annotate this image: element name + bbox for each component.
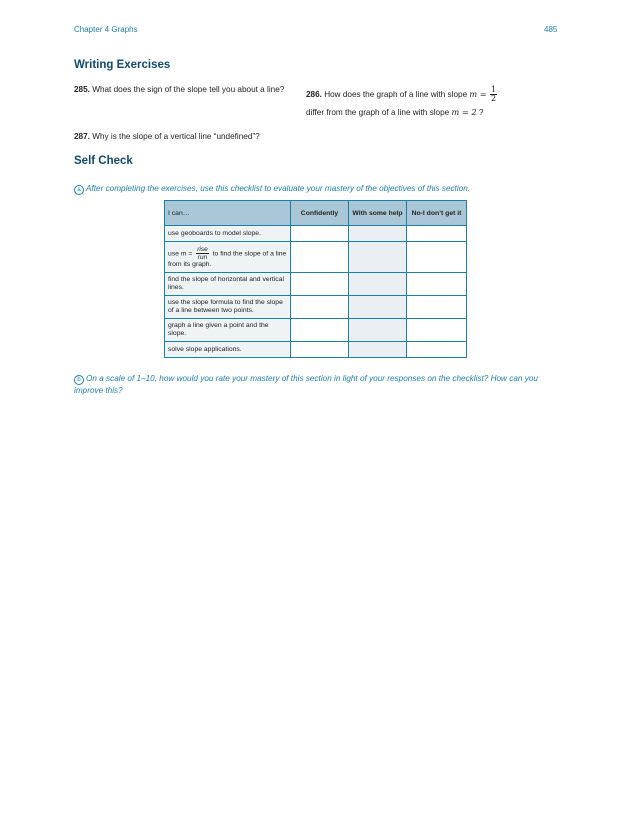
exercise-286-text-a: How does the graph of a line with slope	[324, 90, 468, 99]
exercise-285-text: What does the sign of the slope tell you about a line?	[92, 85, 285, 94]
fraction-numerator: 1	[490, 85, 497, 95]
row-label: find the slope of horizontal and vertical lines.	[165, 273, 291, 296]
table-row	[165, 319, 467, 342]
dont-get-it-cell[interactable]	[407, 342, 467, 358]
rise-over-run-fraction	[196, 246, 208, 261]
self-check-heading: Self Check	[74, 155, 133, 167]
dont-get-it-cell[interactable]	[407, 319, 467, 342]
dont-get-it-cell[interactable]	[407, 273, 467, 296]
confidently-cell[interactable]	[291, 296, 349, 319]
fraction-rise: rise	[197, 245, 208, 253]
slope-m-equals-two: m = 2	[451, 107, 477, 117]
row-label-post: to find the slope of a line from its graph.	[168, 249, 287, 268]
dont-get-it-cell[interactable]	[407, 296, 467, 319]
exercise-286-number: 286.	[306, 90, 322, 99]
table-header-row	[165, 201, 467, 226]
exercise-286-text-c: ?	[478, 108, 484, 117]
with-some-help-cell[interactable]	[349, 319, 407, 342]
exercise-287-number: 287.	[74, 132, 90, 141]
table-row	[165, 273, 467, 296]
exercise-287-text: Why is the slope of a vertical line “undefined”?	[92, 132, 260, 141]
self-check-note-b	[74, 373, 558, 396]
fraction-denominator: 2	[490, 94, 497, 104]
self-check-table	[164, 200, 467, 358]
table-row	[165, 226, 467, 242]
with-some-help-cell[interactable]	[349, 242, 407, 273]
writing-exercises-heading: Writing Exercises	[74, 59, 171, 71]
self-check-note-a	[74, 183, 554, 195]
row-label-pre: use m =	[168, 249, 193, 257]
row-label: use geoboards to model slope.	[165, 226, 291, 242]
header-confidently: Confidently	[291, 201, 349, 226]
exercise-286-text-b: differ from the graph of a line with slope	[306, 108, 450, 117]
with-some-help-cell[interactable]	[349, 296, 407, 319]
confidently-cell[interactable]	[291, 342, 349, 358]
fraction-run: run	[197, 253, 208, 261]
with-some-help-cell[interactable]	[349, 226, 407, 242]
header-i-can: I can…	[165, 201, 291, 226]
confidently-cell[interactable]	[291, 319, 349, 342]
with-some-help-cell[interactable]	[349, 342, 407, 358]
with-some-help-cell[interactable]	[349, 273, 407, 296]
slope-one-half-fraction	[490, 86, 497, 103]
marker-b: b	[74, 375, 84, 385]
header-with-some-help: With some help	[349, 201, 407, 226]
table-row	[165, 242, 467, 273]
row-label: graph a line given a point and the slope.	[165, 319, 291, 342]
row-label: solve slope applications.	[165, 342, 291, 358]
confidently-cell[interactable]	[291, 273, 349, 296]
note-b-text: On a scale of 1–10, how would you rate your mastery of this section in light of your responses on the checklist? How can you improve this?	[74, 374, 538, 395]
dont-get-it-cell[interactable]	[407, 242, 467, 273]
confidently-cell[interactable]	[291, 242, 349, 273]
exercise-286	[306, 84, 556, 118]
table-row	[165, 296, 467, 319]
page-number: 485	[544, 25, 558, 34]
slope-m-equals: m =	[469, 89, 487, 99]
confidently-cell[interactable]	[291, 226, 349, 242]
exercise-287	[74, 131, 334, 142]
exercise-285	[74, 84, 296, 95]
table-row	[165, 342, 467, 358]
chapter-header: Chapter 4 Graphs	[74, 25, 138, 34]
marker-a: a	[74, 185, 84, 195]
dont-get-it-cell[interactable]	[407, 226, 467, 242]
row-label	[165, 242, 291, 273]
row-label: use the slope formula to find the slope of a line between two points.	[165, 296, 291, 319]
exercise-285-number: 285.	[74, 85, 90, 94]
header-no-dont-get-it: No-I don’t get it	[407, 201, 467, 226]
note-a-text: After completing the exercises, use this checklist to evaluate your mastery of the objectives of this section.	[86, 184, 471, 193]
